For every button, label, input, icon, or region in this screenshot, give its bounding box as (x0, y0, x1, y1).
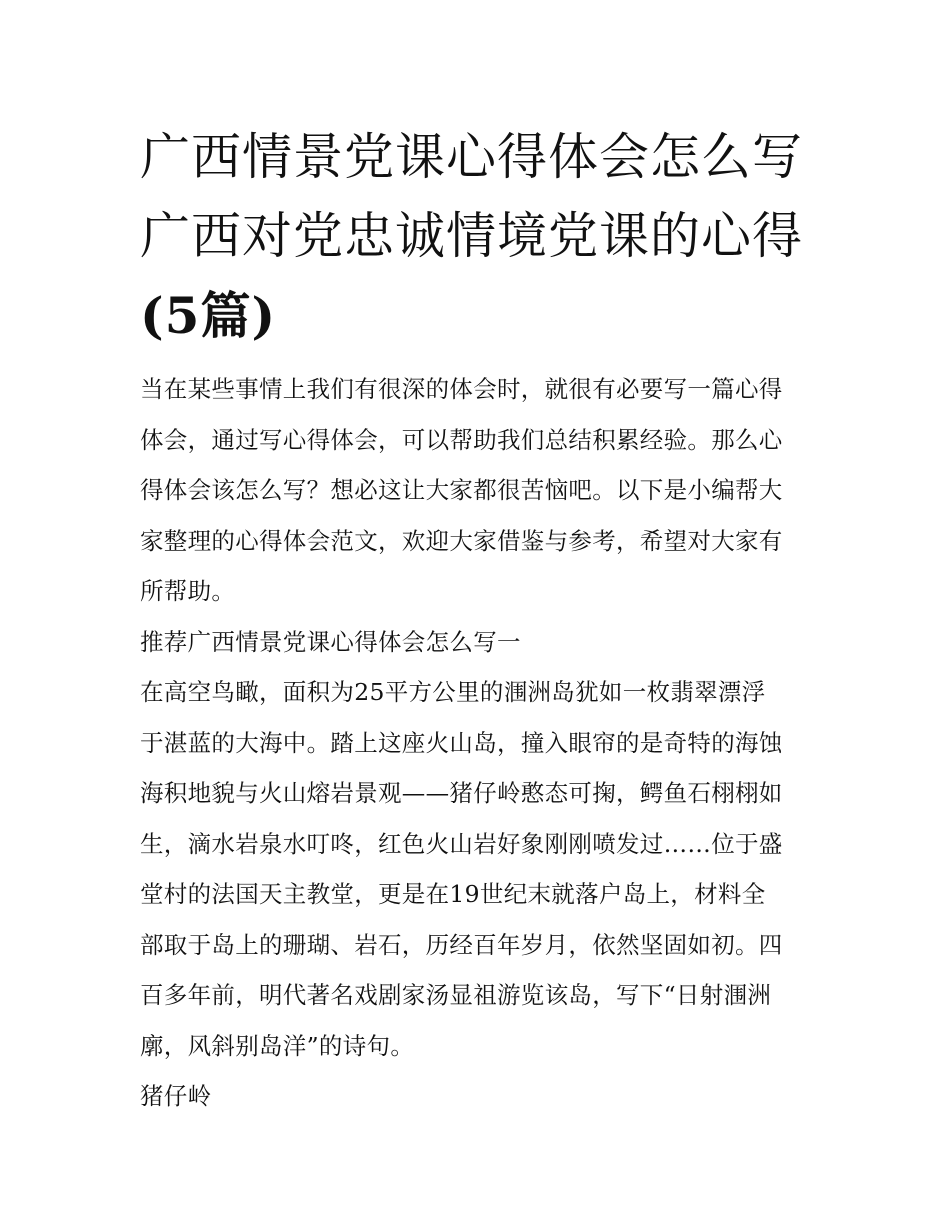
intro-line: 得体会该怎么写？想必这让大家都很苦恼吧。以下是小编帮大 (140, 476, 783, 504)
body-line: 海积地貌与火山熔岩景观——猪仔岭憨态可掬，鳄鱼石栩栩如 (140, 779, 783, 807)
body-line: 于湛蓝的大海中。踏上这座火山岛，撞入眼帘的是奇特的海蚀 (140, 728, 783, 757)
intro-line: 所帮助。 (140, 577, 236, 605)
subheading (140, 1071, 820, 1122)
body-line: 部取于岛上的珊瑚、岩石，历经百年岁月，依然坚固如初。四 (140, 930, 783, 959)
section-heading (140, 617, 820, 668)
body-line: 廓，风斜别岛洋”的诗句。 (140, 1031, 415, 1060)
subheading-text: 猪仔岭 (140, 1082, 212, 1110)
title-line-3: (5篇) (140, 286, 277, 345)
document-title (140, 118, 820, 355)
document-page (140, 118, 820, 1122)
body-line: 生，滴水岩泉水叮咚，红色火山岩好象刚刚喷发过……位于盛 (140, 829, 783, 858)
intro-paragraph (140, 364, 820, 617)
intro-line: 家整理的心得体会范文，欢迎大家借鉴与参考，希望对大家有 (140, 526, 783, 555)
body-line: 百多年前，明代著名戏剧家汤显祖游览该岛，写下“日射涠洲 (140, 981, 772, 1009)
body-line: 在高空鸟瞰，面积为25平方公里的涠洲岛犹如一枚翡翠漂浮 (140, 678, 766, 706)
body-line: 堂村的法国天主教堂，更是在19世纪末就落户岛上，材料全 (140, 880, 766, 908)
body-paragraph (140, 667, 820, 1071)
section-heading-text: 推荐广西情景党课心得体会怎么写一 (140, 627, 521, 656)
title-line-2: 广西对党忠诚情境党课的心得 (140, 207, 803, 265)
intro-line: 体会，通过写心得体会，可以帮助我们总结积累经验。那么心 (140, 425, 783, 454)
title-line-1: 广西情景党课心得体会怎么写 (140, 128, 803, 186)
intro-line: 当在某些事情上我们有很深的体会时，就很有必要写一篇心得 (140, 375, 783, 403)
